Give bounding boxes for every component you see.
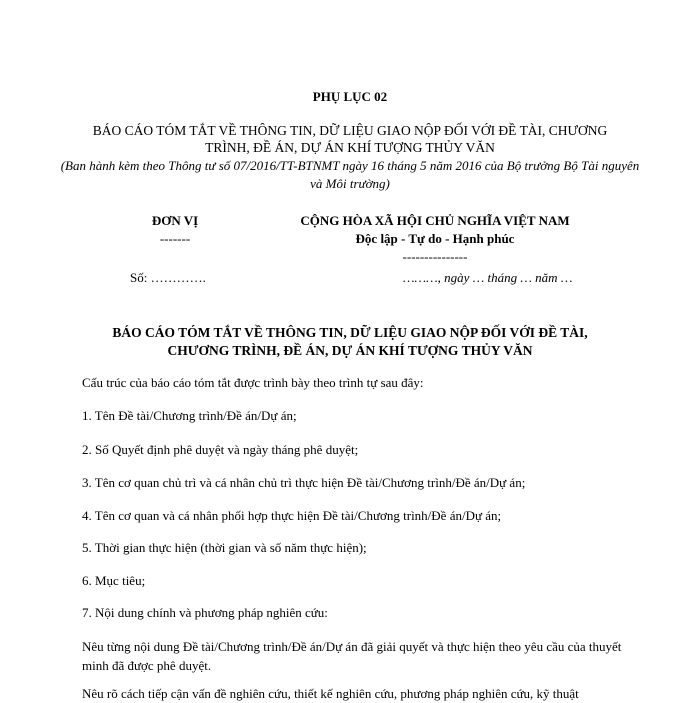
list-item: 3. Tên cơ quan chủ trì và cá nhân chủ trì thực hiện Đề tài/Chương trình/Đề án/Dự án; [82, 475, 526, 490]
list-item: 1. Tên Đề tài/Chương trình/Đề án/Dự án; [82, 408, 297, 423]
list-item: 7. Nội dung chính và phương pháp nghiên cứu: [82, 605, 328, 620]
header-title: BÁO CÁO TÓM TẮT VỀ THÔNG TIN, DỮ LIỆU GIAO NỘP ĐỐI VỚI ĐỀ TÀI, CHƯƠNG TRÌNH, ĐỀ ÁN, DỰ ÁN KHÍ TƯỢNG THỦY VĂN [92, 123, 608, 155]
list-item: 2. Số Quyết định phê duyệt và ngày tháng phê duyệt; [82, 442, 359, 457]
unit-divider: ------- [159, 231, 191, 246]
body-intro: Cấu trúc của báo cáo tóm tắt được trình bày theo trình tự sau đây: [82, 375, 424, 390]
report-title: BÁO CÁO TÓM TẮT VỀ THÔNG TIN, DỮ LIỆU GIAO NỘP ĐỐI VỚI ĐỀ TÀI, CHƯƠNG TRÌNH, ĐỀ ÁN, DỰ ÁN KHÍ TƯỢNG THỦY VĂN [112, 325, 588, 358]
header-subtitle: (Ban hành kèm theo Thông tư số 07/2016/TT-BTNMT ngày 16 tháng 5 năm 2016 của Bộ trưởng Bộ Tài nguyên và Môi trường) [60, 158, 640, 191]
motto-divider: --------------- [402, 249, 468, 264]
list-item: 4. Tên cơ quan và cá nhân phối hợp thực hiện Đề tài/Chương trình/Đề án/Dự án; [82, 508, 502, 523]
body-paragraph: Nêu từng nội dung Đề tài/Chương trình/Đề án/Dự án đã giải quyết và thực hiện theo yêu cầu của thuyết minh đã được phê duyệt. [82, 639, 622, 673]
national-header-block [270, 212, 600, 266]
appendix-label: PHỤ LỤC 02 [312, 89, 388, 104]
list-item: 5. Thời gian thực hiện (thời gian và số năm thực hiện); [82, 540, 367, 555]
list-item: 6. Mục tiêu; [82, 573, 146, 588]
issuing-unit-block [100, 212, 250, 248]
unit-label: ĐƠN VỊ [151, 213, 199, 228]
document-number: Số: …………. [130, 270, 206, 285]
document-date: ………, ngày … tháng … năm … [403, 270, 573, 285]
national-motto: Độc lập - Tự do - Hạnh phúc [355, 231, 515, 246]
country-name: CỘNG HÒA XÃ HỘI CHỦ NGHĨA VIỆT NAM [300, 213, 570, 228]
body-paragraph: Nêu rõ cách tiếp cận vấn đề nghiên cứu, thiết kế nghiên cứu, phương pháp nghiên cứu, kỹ thuật [82, 686, 579, 701]
